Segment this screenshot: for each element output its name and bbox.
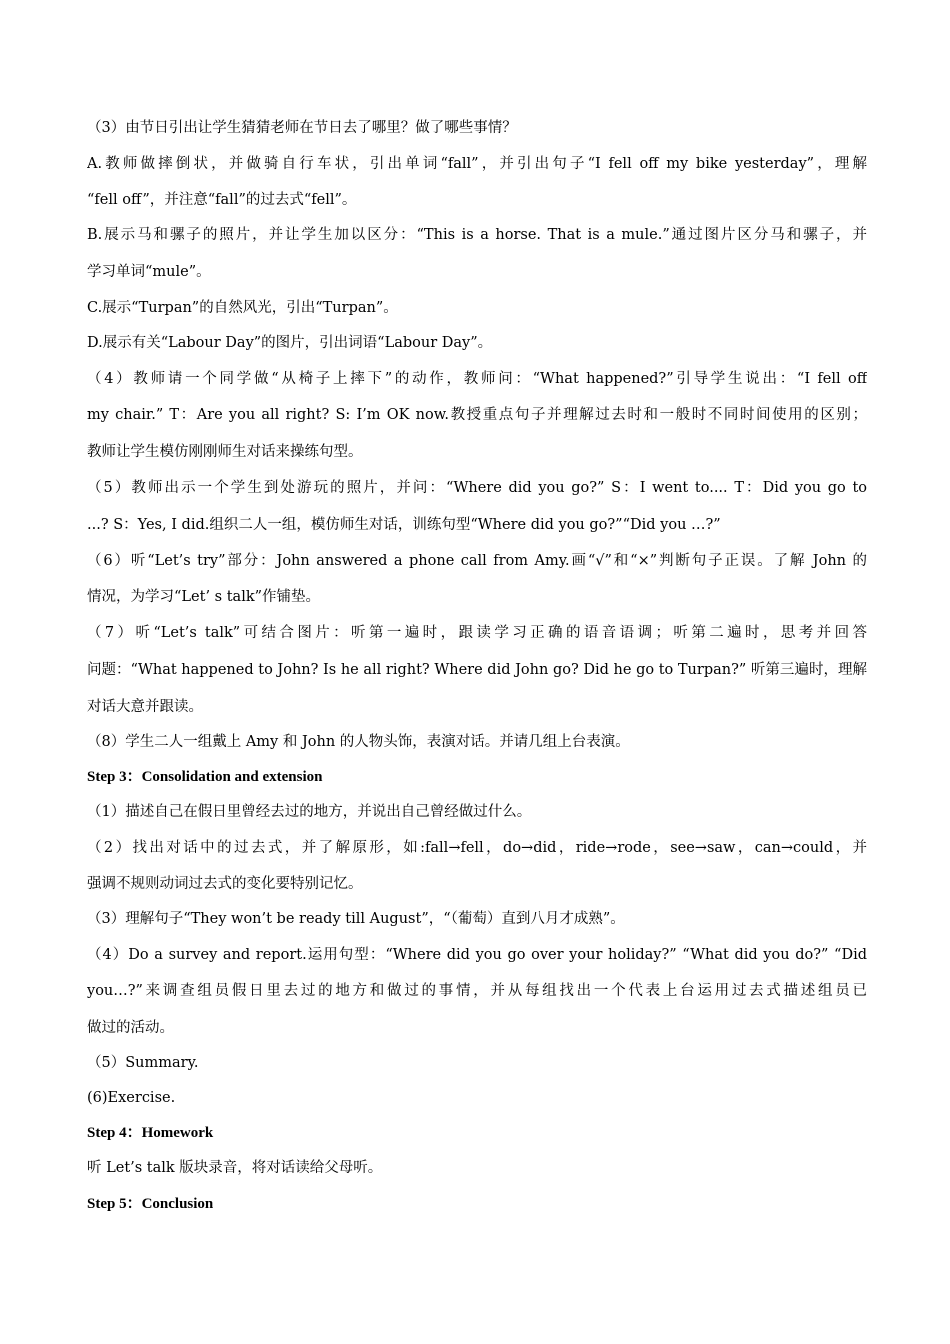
text-line: (6)Exercise. [87, 1090, 176, 1106]
section-heading: Step 4：Homework [87, 1125, 214, 1141]
text-line: my chair.” T：Are you all right? S: I’m OK now.教授重点句子并理解过去时和一般时不同时间使用的区别； [87, 407, 867, 423]
text-line: 学习单词“mule”。 [87, 264, 211, 280]
text-line: D.展示有关“Labour Day”的图片，引出词语“Labour Day”。 [87, 335, 493, 351]
text-line: A.教师做摔倒状，并做骑自行车状，引出单词“fall”，并引出句子“I fell off my bike yesterday”，理解 [87, 156, 867, 172]
text-line: 问题：“What happened to John? Is he all right? Where did John go? Did he go to Turpan?” 听第三遍时，理解 [87, 662, 867, 678]
text-line: （3）理解句子“They won’t be ready till August”，“（葡萄）直到八月才成熟”。 [87, 911, 625, 927]
text-line: （2）找出对话中的过去式，并了解原形，如:fall→fell，do→did，ride→rode，see→saw，can→could，并 [87, 840, 867, 856]
text-line: “fell off”，并注意“fall”的过去式“fell”。 [87, 192, 357, 208]
text-line: 听 Let’s talk 版块录音，将对话读给父母听。 [87, 1160, 383, 1176]
text-line: 情况，为学习“Let’ s talk”作铺垫。 [87, 589, 321, 605]
text-line: （5）Summary. [87, 1055, 199, 1071]
text-line: you…?”来调查组员假日里去过的地方和做过的事情，并从每组找出一个代表上台运用过去式描述组员已 [87, 983, 867, 999]
text-line: （6）听“Let’s try”部分：John answered a phone call from Amy.画“√”和“×”判断句子正误。了解 John 的 [87, 553, 867, 569]
text-line: 教师让学生模仿刚刚师生对话来操练句型。 [87, 444, 363, 460]
text-line: （3）由节日引出让学生猜猜老师在节日去了哪里？做了哪些事情？ [87, 120, 517, 136]
text-line: 做过的活动。 [87, 1020, 174, 1036]
section-heading: Step 3：Consolidation and extension [87, 769, 323, 785]
text-line: ...? S：Yes, I did.组织二人一组，模仿师生对话，训练句型“Where did you go?”“Did you …?” [87, 517, 721, 533]
text-line: 对话大意并跟读。 [87, 699, 203, 715]
section-heading: Step 5：Conclusion [87, 1196, 214, 1212]
text-line: （4）Do a survey and report.运用句型：“Where did you go over your holiday?” “What did you do?” “Did [87, 947, 867, 963]
text-line: （7）听“Let’s talk”可结合图片：听第一遍时，跟读学习正确的语音语调；听第二遍时，思考并回答 [87, 625, 867, 641]
text-line: 强调不规则动词过去式的变化要特别记忆。 [87, 876, 363, 892]
text-line: C.展示“Turpan”的自然风光，引出“Turpan”。 [87, 300, 398, 316]
text-line: （8）学生二人一组戴上 Amy 和 John 的人物头饰，表演对话。并请几组上台表演。 [87, 734, 630, 750]
text-line: （4）教师请一个同学做“从椅子上摔下”的动作，教师问：“What happened?”引导学生说出：“I fell off [87, 371, 867, 387]
text-line: （1）描述自己在假日里曾经去过的地方，并说出自己曾经做过什么。 [87, 804, 532, 820]
text-line: B.展示马和骡子的照片，并让学生加以区分：“This is a horse. That is a mule.”通过图片区分马和骡子，并 [87, 227, 867, 243]
text-line: （5）教师出示一个学生到处游玩的照片，并问：“Where did you go?” S：I went to.... T：Did you go to [87, 480, 867, 496]
